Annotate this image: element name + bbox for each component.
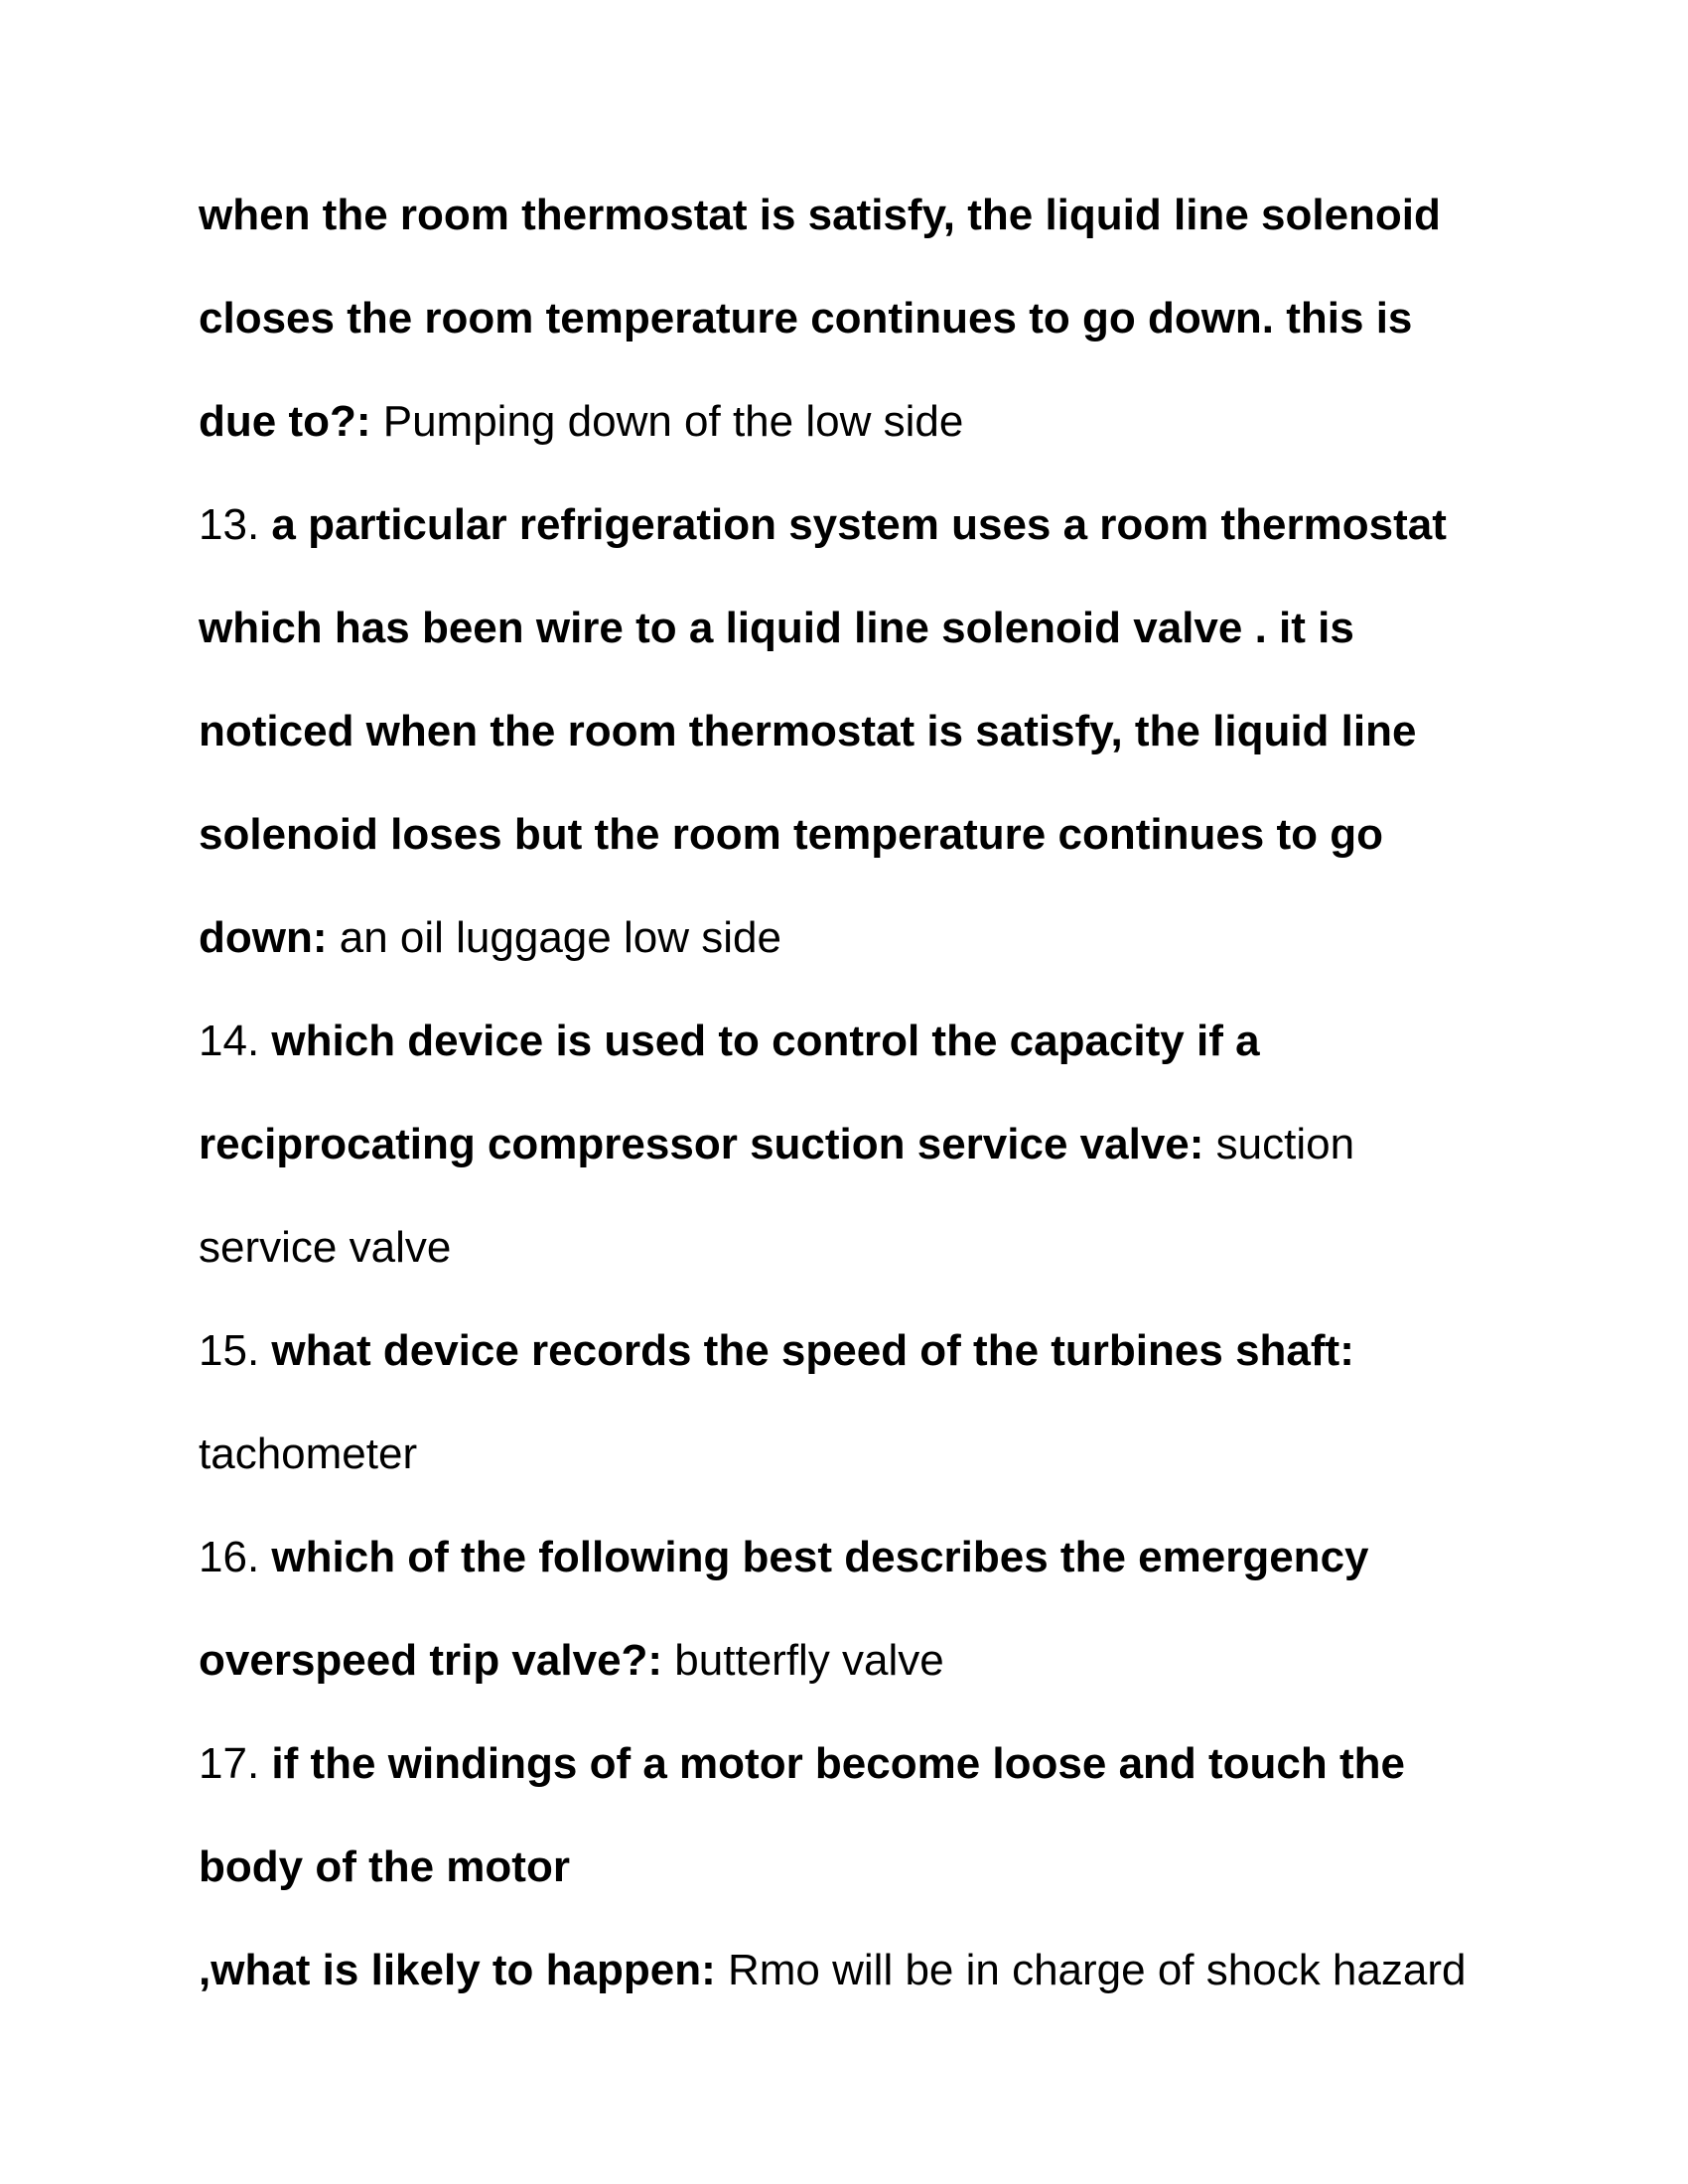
text-segment: noticed when the room thermostat is satisfy, the liquid line	[199, 707, 1417, 755]
text-segment: when the room thermostat is satisfy, the liquid line solenoid	[199, 191, 1441, 239]
text-segment: butterfly valve	[662, 1636, 944, 1685]
text-segment: an oil luggage low side	[327, 913, 781, 962]
text-segment: Rmo will be in charge of shock hazard	[715, 1946, 1467, 1994]
text-segment: a particular refrigeration system uses a room thermostat	[271, 500, 1447, 549]
text-segment: which device is used to control the capacity if a	[271, 1017, 1260, 1065]
text-line	[199, 990, 1509, 1093]
text-segment: solenoid loses but the room temperature continues to go	[199, 810, 1384, 859]
text-line	[199, 1816, 1509, 1919]
text-line	[199, 1093, 1509, 1196]
text-segment: body of the motor	[199, 1843, 570, 1891]
text-segment: which has been wire to a liquid line solenoid valve . it is	[199, 604, 1354, 652]
text-segment: tachometer	[199, 1430, 418, 1478]
text-segment: 17.	[199, 1739, 272, 1788]
text-segment: reciprocating compressor suction service valve:	[199, 1120, 1204, 1168]
text-line	[199, 1919, 1509, 2022]
text-line	[199, 577, 1509, 680]
text-segment: overspeed trip valve?:	[199, 1636, 663, 1685]
text-line	[199, 1506, 1509, 1609]
text-line	[199, 267, 1509, 370]
text-line	[199, 1609, 1509, 1712]
text-line	[199, 474, 1509, 577]
text-line	[199, 1712, 1509, 1816]
text-segment: ,what is likely to happen:	[199, 1946, 716, 1994]
text-segment: 15.	[199, 1326, 272, 1375]
text-segment: service valve	[199, 1223, 452, 1272]
text-segment: Pumping down of the low side	[370, 397, 964, 446]
text-line	[199, 1299, 1509, 1403]
text-line	[199, 1196, 1509, 1299]
text-line	[199, 680, 1509, 783]
text-segment: suction	[1203, 1120, 1355, 1168]
text-segment: what device records the speed of the turbines shaft:	[271, 1326, 1354, 1375]
text-line	[199, 370, 1509, 474]
document-lines	[199, 164, 1509, 2022]
text-segment: 13.	[199, 500, 272, 549]
text-segment: which of the following best describes the emergency	[271, 1533, 1369, 1581]
text-segment: down:	[199, 913, 328, 962]
text-segment: if the windings of a motor become loose and touch the	[271, 1739, 1406, 1788]
text-segment: 16.	[199, 1533, 272, 1581]
text-segment: 14.	[199, 1017, 272, 1065]
text-line	[199, 887, 1509, 990]
text-line	[199, 1403, 1509, 1506]
text-segment: due to?:	[199, 397, 371, 446]
text-segment: closes the room temperature continues to go down. this is	[199, 294, 1413, 342]
text-line	[199, 164, 1509, 267]
text-line	[199, 783, 1509, 887]
